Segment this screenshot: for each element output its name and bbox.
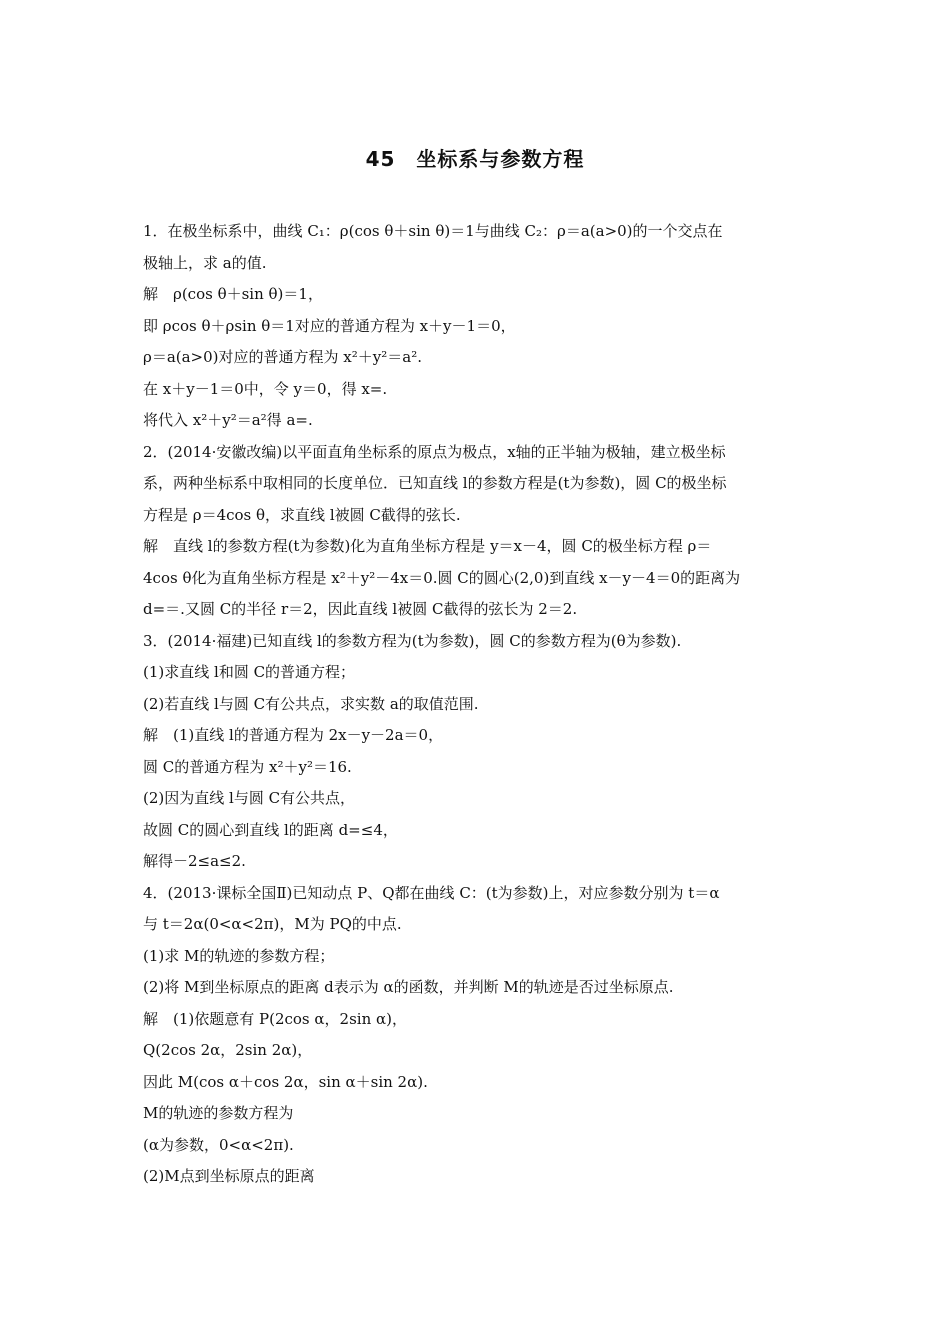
text-line: 3．(2014·福建)已知直线 l的参数方程为(t为参数)，圆 C的参数方程为(θ为参数).	[143, 631, 682, 650]
text-line: 在 x＋y－1＝0中，令 y＝0，得 x=.	[143, 379, 388, 398]
text-line: 解 (1)直线 l的普通方程为 2x－y－2a＝0，	[143, 726, 444, 744]
text-line: (1)求 M的轨迹的参数方程；	[143, 946, 335, 965]
text-line: 系，两种坐标系中取相同的长度单位．已知直线 l的参数方程是(t为参数)，圆 C的极坐标	[143, 474, 727, 492]
text-line: d=＝.又圆 C的半径 r＝2，因此直线 l被圆 C截得的弦长为 2＝2.	[143, 600, 578, 618]
text-line: (2)若直线 l与圆 C有公共点，求实数 a的取值范围.	[143, 694, 479, 713]
document-body	[143, 216, 807, 1193]
text-line: 与 t＝2α(0<α<2π)，M为 PQ的中点.	[143, 915, 402, 933]
text-line: 2．(2014·安徽改编)以平面直角坐标系的原点为极点，x轴的正半轴为极轴，建立极坐标	[143, 442, 726, 461]
text-line: 方程是 ρ＝4cos θ，求直线 l被圆 C截得的弦长.	[143, 505, 461, 524]
text-line: (2)将 M到坐标原点的距离 d表示为 α的函数，并判断 M的轨迹是否过坐标原点.	[143, 978, 674, 996]
text-line: 解 直线 l的参数方程(t为参数)化为直角坐标方程是 y＝x－4，圆 C的极坐标方程 ρ＝	[143, 537, 712, 555]
page-title: 45 坐标系与参数方程	[365, 147, 585, 171]
text-line: 解 ρ(cos θ＋sin θ)＝1，	[143, 285, 323, 303]
text-line: 故圆 C的圆心到直线 l的距离 d=≤4，	[143, 820, 398, 839]
text-line: 即 ρcos θ＋ρsin θ＝1对应的普通方程为 x＋y－1＝0，	[143, 316, 516, 335]
text-line: 1．在极坐标系中，曲线 C₁：ρ(cos θ＋sin θ)＝1与曲线 C₂：ρ＝a(a>0)的一个交点在	[143, 222, 723, 240]
text-line: 4．(2013·课标全国Ⅱ)已知动点 P、Q都在曲线 C：(t为参数)上，对应参数分别为 t＝α	[143, 883, 720, 902]
text-line: (1)求直线 l和圆 C的普通方程；	[143, 663, 356, 681]
text-line: 解得－2≤a≤2.	[143, 852, 246, 870]
text-line: Q(2cos 2α，2sin 2α)，	[143, 1041, 313, 1059]
text-line: (α为参数，0<α<2π).	[143, 1135, 294, 1154]
text-line: 解 (1)依题意有 P(2cos α，2sin α)，	[143, 1009, 407, 1028]
text-line: 极轴上，求 a的值.	[143, 253, 267, 272]
text-line: 圆 C的普通方程为 x²＋y²＝16.	[143, 757, 352, 776]
text-line: 将代入 x²＋y²＝a²得 a=.	[143, 411, 313, 429]
text-line: (2)M点到坐标原点的距离	[143, 1167, 315, 1185]
text-line: 4cos θ化为直角坐标方程是 x²＋y²－4x＝0.圆 C的圆心(2,0)到直线 x－y－4＝0的距离为	[143, 568, 741, 587]
text-line: M的轨迹的参数方程为	[143, 1104, 294, 1122]
text-line: ρ＝a(a>0)对应的普通方程为 x²＋y²＝a².	[143, 348, 422, 366]
text-line: (2)因为直线 l与圆 C有公共点，	[143, 789, 356, 807]
text-line: 因此 M(cos α＋cos 2α，sin α＋sin 2α).	[143, 1072, 428, 1091]
